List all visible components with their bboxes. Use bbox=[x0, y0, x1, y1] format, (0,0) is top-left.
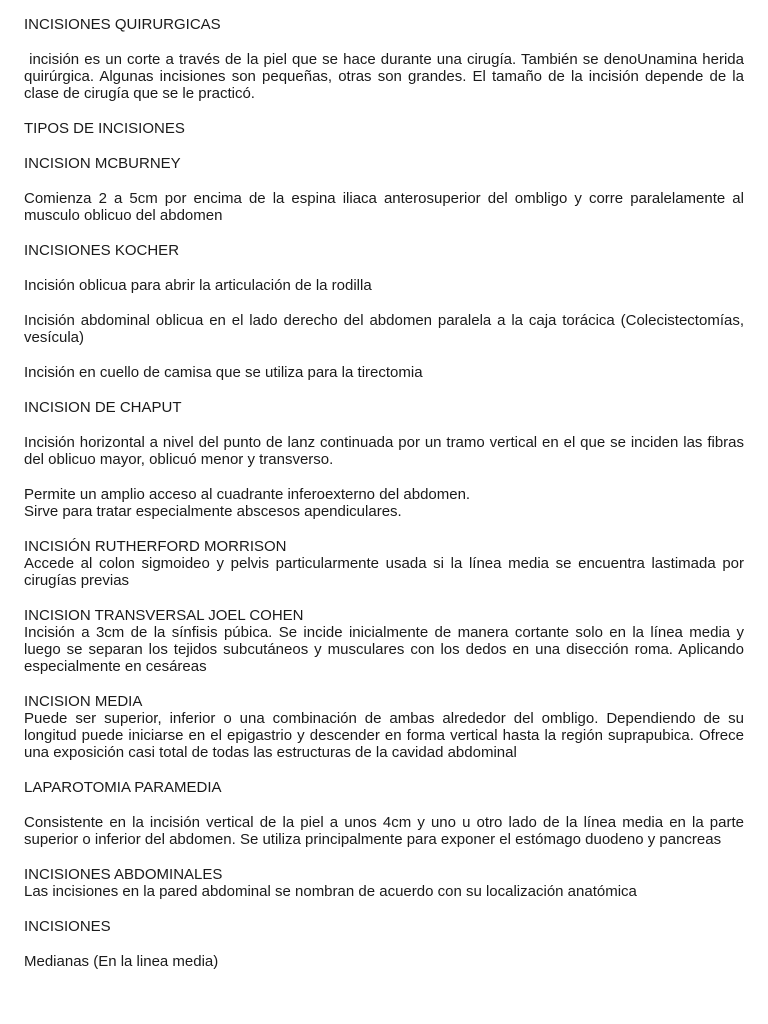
incisiones-text-block bbox=[24, 953, 744, 970]
chaput-paragraph-2a: Permite un amplio acceso al cuadrante inferoexterno del abdomen. bbox=[24, 486, 471, 503]
types-heading: TIPOS DE INCISIONES bbox=[24, 120, 185, 137]
mcburney-heading-block bbox=[24, 155, 744, 172]
abdominales-block bbox=[24, 866, 744, 900]
paramedia-heading: LAPAROTOMIA PARAMEDIA bbox=[24, 779, 222, 796]
joel-cohen-paragraph: Incisión a 3cm de la sínfisis púbica. Se incide inicialmente de manera cortante solo en la línea media y luego se separan los tejidos subcutáneos y musculares con los dedos en una disección roma. Aplicando especialmente en cesáreas bbox=[24, 624, 744, 675]
kocher-heading-block bbox=[24, 242, 744, 259]
chaput-text2-block bbox=[24, 486, 744, 520]
rutherford-block bbox=[24, 538, 744, 589]
chaput-heading-block bbox=[24, 399, 744, 416]
abdominales-paragraph: Las incisiones en la pared abdominal se nombran de acuerdo con su localización anatómica bbox=[24, 883, 637, 900]
document-title: INCISIONES QUIRURGICAS bbox=[24, 16, 221, 33]
chaput-paragraph-2b: Sirve para tratar especialmente abscesos apendiculares. bbox=[24, 503, 402, 520]
rutherford-heading: INCISIÓN RUTHERFORD MORRISON bbox=[24, 538, 287, 555]
incisiones-heading-block bbox=[24, 918, 744, 935]
chaput-heading: INCISION DE CHAPUT bbox=[24, 399, 182, 416]
intro-block bbox=[24, 51, 749, 102]
incisiones-heading: INCISIONES bbox=[24, 918, 111, 935]
chaput-paragraph-1: Incisión horizontal a nivel del punto de lanz continuada por un tramo vertical en el que se inciden las fibras del oblicuo mayor, oblicuó menor y transverso. bbox=[24, 434, 744, 468]
incisiones-paragraph: Medianas (En la linea media) bbox=[24, 953, 219, 970]
intro-paragraph: incisión es un corte a través de la piel que se hace durante una cirugía. También se denoUnamina herida quirúrgica. Algunas incisiones son pequeñas, otras son grandes. El tamaño de la incisión depende de la clase de cirugía que se le practicó. bbox=[24, 51, 749, 102]
mcburney-heading: INCISION MCBURNEY bbox=[24, 155, 181, 172]
kocher-paragraph-1: Incisión oblicua para abrir la articulación de la rodilla bbox=[24, 277, 372, 294]
types-heading-block bbox=[24, 120, 744, 137]
mcburney-text-block bbox=[24, 190, 744, 224]
media-heading: INCISION MEDIA bbox=[24, 693, 143, 710]
kocher-paragraph-3: Incisión en cuello de camisa que se utiliza para la tirectomia bbox=[24, 364, 423, 381]
document-page bbox=[24, 16, 749, 988]
abdominales-heading: INCISIONES ABDOMINALES bbox=[24, 866, 223, 883]
media-paragraph: Puede ser superior, inferior o una combinación de ambas alrededor del ombligo. Dependiendo de su longitud puede iniciarse en el epigastrio y descender en forma vertical hasta la región suprapubica. Ofrece una exposición casi total de todas las estructuras de la cavidad abdominal bbox=[24, 710, 744, 761]
paramedia-heading-block bbox=[24, 779, 744, 796]
chaput-text1-block bbox=[24, 434, 744, 468]
paramedia-paragraph: Consistente en la incisión vertical de la piel a unos 4cm y uno u otro lado de la línea media en la parte superior o inferior del abdomen. Se utiliza principalmente para exponer el estómago duodeno y pancreas bbox=[24, 814, 744, 848]
rutherford-paragraph: Accede al colon sigmoideo y pelvis particularmente usada si la línea media se encuentra lastimada por cirugías previas bbox=[24, 555, 744, 589]
title-block bbox=[24, 16, 744, 33]
joel-cohen-heading: INCISION TRANSVERSAL JOEL COHEN bbox=[24, 607, 304, 624]
media-block bbox=[24, 693, 744, 761]
kocher-paragraph-2: Incisión abdominal oblicua en el lado derecho del abdomen paralela a la caja torácica (Colecistectomías, vesícula) bbox=[24, 312, 744, 346]
joel-cohen-block bbox=[24, 607, 744, 675]
kocher-text3-block bbox=[24, 364, 744, 381]
mcburney-paragraph: Comienza 2 a 5cm por encima de la espina iliaca anterosuperior del ombligo y corre paralelamente al musculo oblicuo del abdomen bbox=[24, 190, 744, 224]
kocher-heading: INCISIONES KOCHER bbox=[24, 242, 180, 259]
kocher-text1-block bbox=[24, 277, 744, 294]
kocher-text2-block bbox=[24, 312, 744, 346]
paramedia-text-block bbox=[24, 814, 744, 848]
